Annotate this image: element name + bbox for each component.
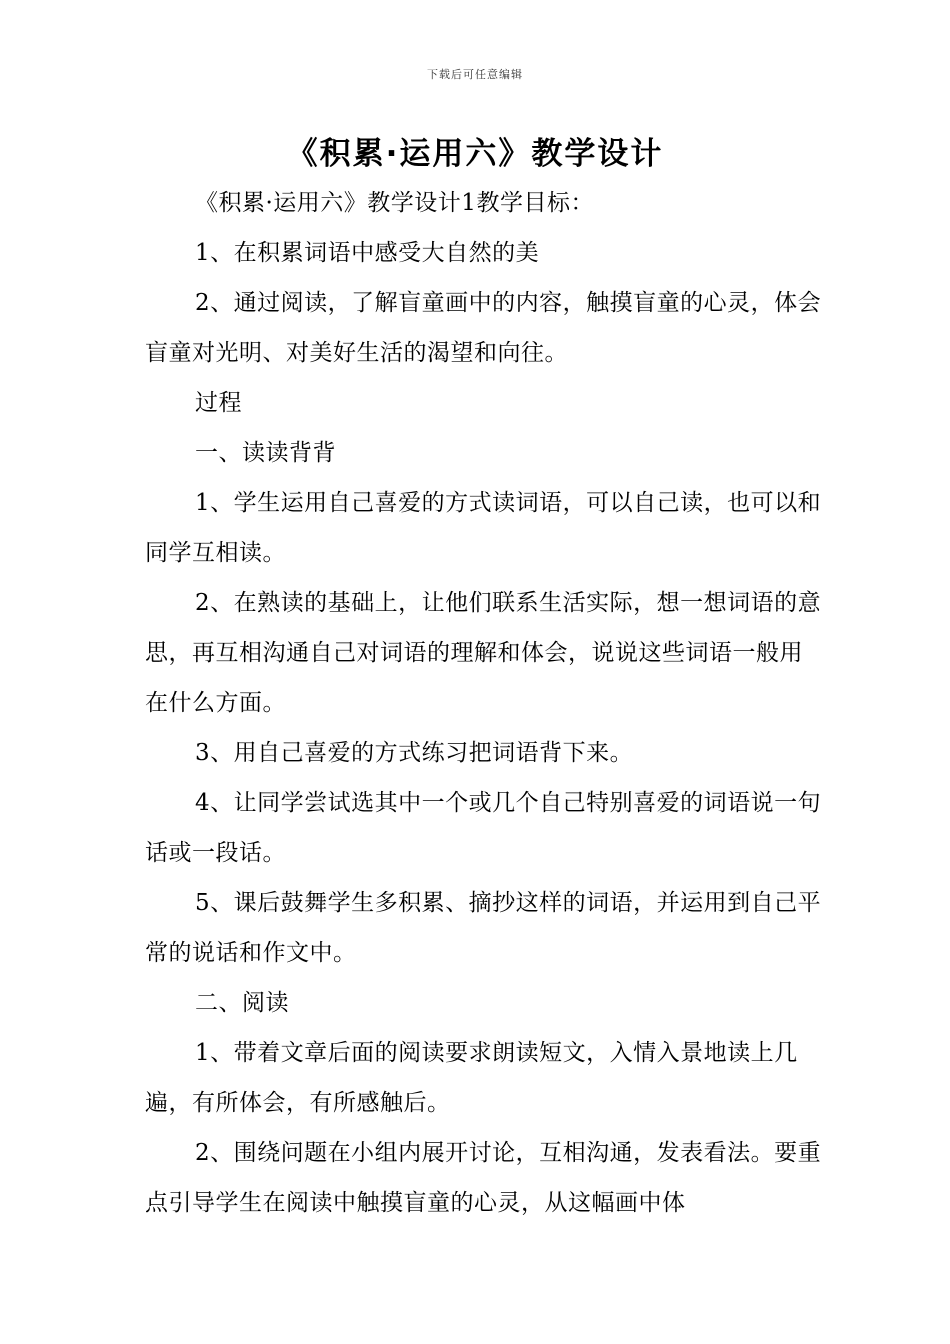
paragraph-section-1-item-3: 3、用自己喜爱的方式练习把词语背下来。: [195, 740, 634, 766]
paragraph-objective-2: 2、通过阅读，了解盲童画中的内容，触摸盲童的心灵，体会盲童对光明、对美好生活的渴望和向往。: [145, 290, 822, 366]
header-note: 下载后可任意编辑: [427, 68, 523, 81]
paragraph-section-2-item-2: 2、围绕问题在小组内展开讨论，互相沟通，发表看法。要重点引导学生在阅读中触摸盲童的心灵，从这幅画中体: [145, 1140, 822, 1216]
paragraph-section-2-heading: 二、阅读: [195, 990, 289, 1016]
paragraph-objectives-heading: 《积累·运用六》教学设计1教学目标：: [195, 190, 594, 216]
paragraph-section-1-item-1: 1、学生运用自己喜爱的方式读词语，可以自己读，也可以和同学互相读。: [145, 490, 822, 566]
document-title: 《积累·运用六》教学设计: [286, 136, 664, 172]
paragraph-section-2-item-1: 1、带着文章后面的阅读要求朗读短文，入情入景地读上几遍，有所体会，有所感触后。: [145, 1040, 798, 1116]
paragraph-section-1-item-5: 5、课后鼓舞学生多积累、摘抄这样的词语，并运用到自己平常的说话和作文中。: [145, 890, 822, 966]
paragraph-section-1-item-4: 4、让同学尝试选其中一个或几个自己特别喜爱的词语说一句话或一段话。: [145, 790, 822, 866]
paragraph-section-1-heading: 一、读读背背: [195, 440, 336, 466]
paragraph-process-heading: 过程: [195, 390, 242, 416]
paragraph-section-1-item-2: 2、在熟读的基础上，让他们联系生活实际，想一想词语的意思，再互相沟通自己对词语的理解和体会，说说这些词语一般用在什么方面。: [145, 590, 822, 716]
paragraph-objective-1: 1、在积累词语中感受大自然的美: [195, 240, 540, 266]
document-body: [145, 178, 825, 1228]
